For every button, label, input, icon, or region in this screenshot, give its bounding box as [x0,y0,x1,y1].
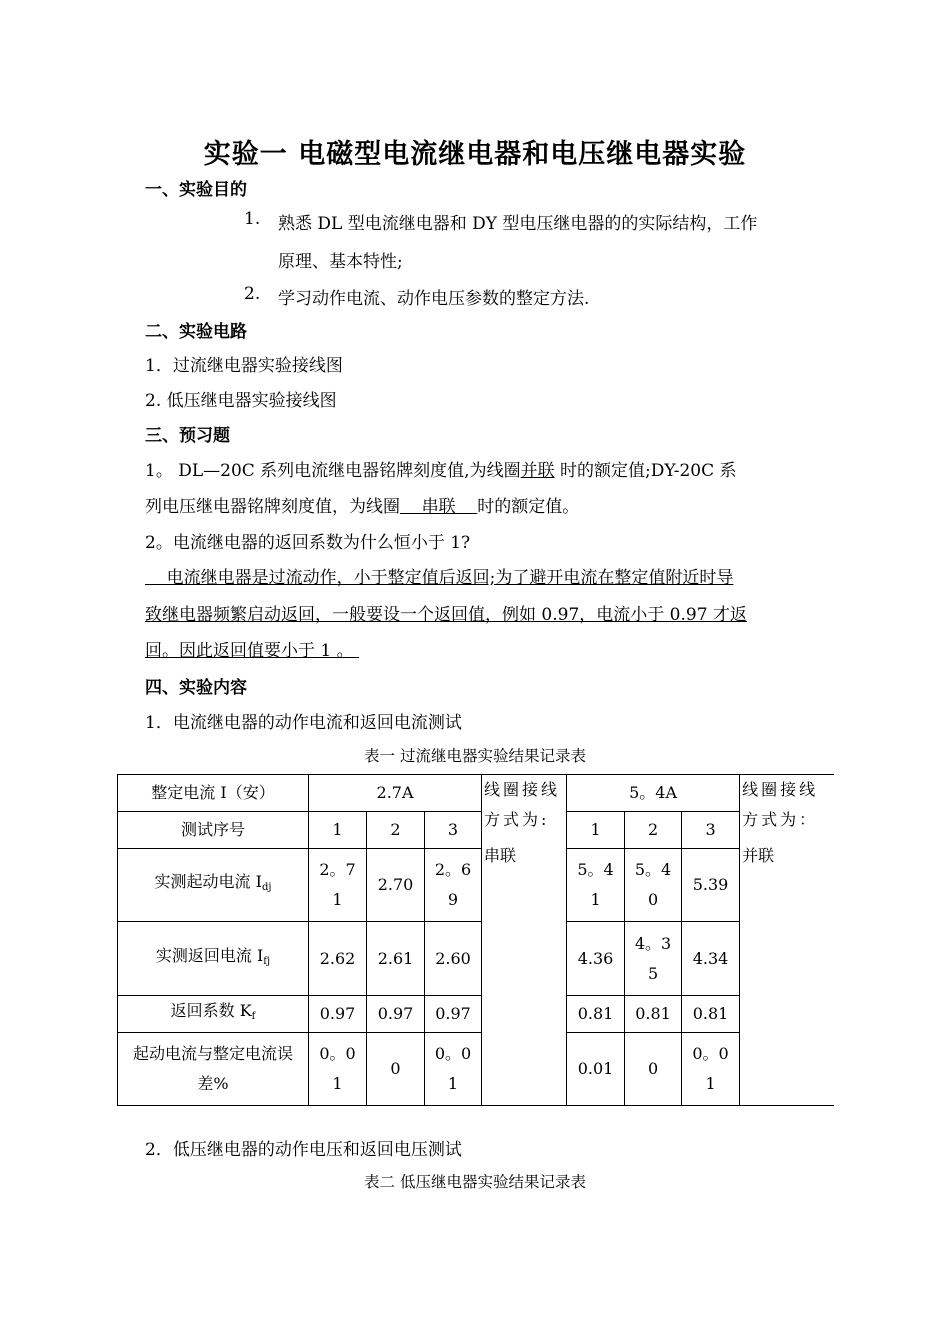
section-heading-purpose: 一、实验目的 [145,180,247,200]
setting-current-label: 整定电流 I（安） [118,775,309,812]
pickup-p1: 5。41 [567,849,625,922]
error-p2: 0 [625,1033,682,1106]
answer-line-2: 致继电器频繁启动返回，一般要设一个返回值，例如 0.97，电流小于 0.97 才返 [145,605,747,625]
pickup-s3: 2。69 [425,849,482,922]
coeff-s1: 0.97 [309,996,367,1033]
section-heading-circuit: 二、实验电路 [145,322,247,342]
section-heading-preview: 三、预习题 [145,426,230,446]
coeff-p3: 0.81 [682,996,740,1033]
content-item-1: 1．电流继电器的动作电流和返回电流测试 [145,713,462,733]
test-seq-label: 测试序号 [118,812,309,849]
seq-series-3: 3 [425,812,482,849]
seq-series-2: 2 [367,812,425,849]
return-current-label: 实测返回电流 $I_{fj}$ [118,922,309,996]
seq-series-1: 1 [309,812,367,849]
error-p3: 0。01 [682,1033,740,1106]
return-p2: 4。35 [625,922,682,996]
purpose-item-1-text: 熟悉 DL 型电流继电器和 DY 型电压继电器的的实际结构，工作 [278,214,758,234]
return-p3: 4.34 [682,922,740,996]
purpose-item-2-text: 学习动作电流、动作电压参数的整定方法. [278,289,590,309]
pickup-s2: 2.70 [367,849,425,922]
setting-current-parallel: 5。4A [567,775,740,812]
wiring-series-value: 串联 [484,846,517,865]
error-label: 起动电流与整定电流误差% [118,1033,309,1106]
blank-answer-1: 并联 [520,461,555,481]
purpose-item-1-text-cont: 原理、基本特性; [278,252,403,272]
preview-question-2: 2。电流继电器的返回系数为什么恒小于 1? [145,533,471,553]
preview-question-1-cont: 列电压继电器铭牌刻度值，为线圈 串联 时的额定值。 [145,497,580,517]
wiring-series-cell: 线圈接线方式为: 串联 [482,775,567,1106]
preview-question-1: 1。 DL—20C 系列电流继电器铭牌刻度值,为线圈并联 时的额定值;DY-20C 系 [145,461,737,481]
circuit-item-1: 1．过流继电器实验接线图 [145,356,343,376]
seq-parallel-2: 2 [625,812,682,849]
coeff-p1: 0.81 [567,996,625,1033]
return-p1: 4.36 [567,922,625,996]
circuit-item-2: 2. 低压继电器实验接线图 [145,391,337,411]
return-s2: 2.61 [367,922,425,996]
return-s3: 2.60 [425,922,482,996]
return-coeff-label: 返回系数 $K_f$ [118,996,309,1033]
wiring-parallel-cell: 线圈接线方式为： 并联 [740,775,834,1106]
seq-parallel-3: 3 [682,812,740,849]
pickup-p2: 5。40 [625,849,682,922]
return-s1: 2.62 [309,922,367,996]
coeff-s3: 0.97 [425,996,482,1033]
pickup-p3: 5.39 [682,849,740,922]
answer-line-1: 电流继电器是过流动作，小于整定值后返回;为了避开电流在整定值附近时导 [145,568,734,588]
setting-current-series: 2.7A [309,775,482,812]
blank-answer-2: 串联 [400,497,478,517]
coeff-p2: 0.81 [625,996,682,1033]
seq-parallel-1: 1 [567,812,625,849]
page-title: 实验一 电磁型电流继电器和电压继电器实验 [203,139,747,170]
pickup-current-label: 实测起动电流 $I_{dj}$ [118,849,309,922]
error-s3: 0。01 [425,1033,482,1106]
pickup-s1: 2。71 [309,849,367,922]
content-item-2: 2．低压继电器的动作电压和返回电压测试 [145,1140,462,1160]
purpose-item-1-number: 1. [244,209,261,229]
answer-line-3: 回。因此返回值要小于 1 。 [145,641,360,661]
wiring-parallel-value: 并联 [742,846,775,865]
section-heading-content: 四、实验内容 [145,678,247,698]
coeff-s2: 0.97 [367,996,425,1033]
error-s2: 0 [367,1033,425,1106]
error-p1: 0.01 [567,1033,625,1106]
error-s1: 0。01 [309,1033,367,1106]
table2-caption: 表二 低压继电器实验结果记录表 [364,1173,586,1191]
overcurrent-results-table [117,774,834,1106]
purpose-item-2-number: 2. [244,284,261,304]
table1-caption: 表一 过流继电器实验结果记录表 [364,747,586,765]
